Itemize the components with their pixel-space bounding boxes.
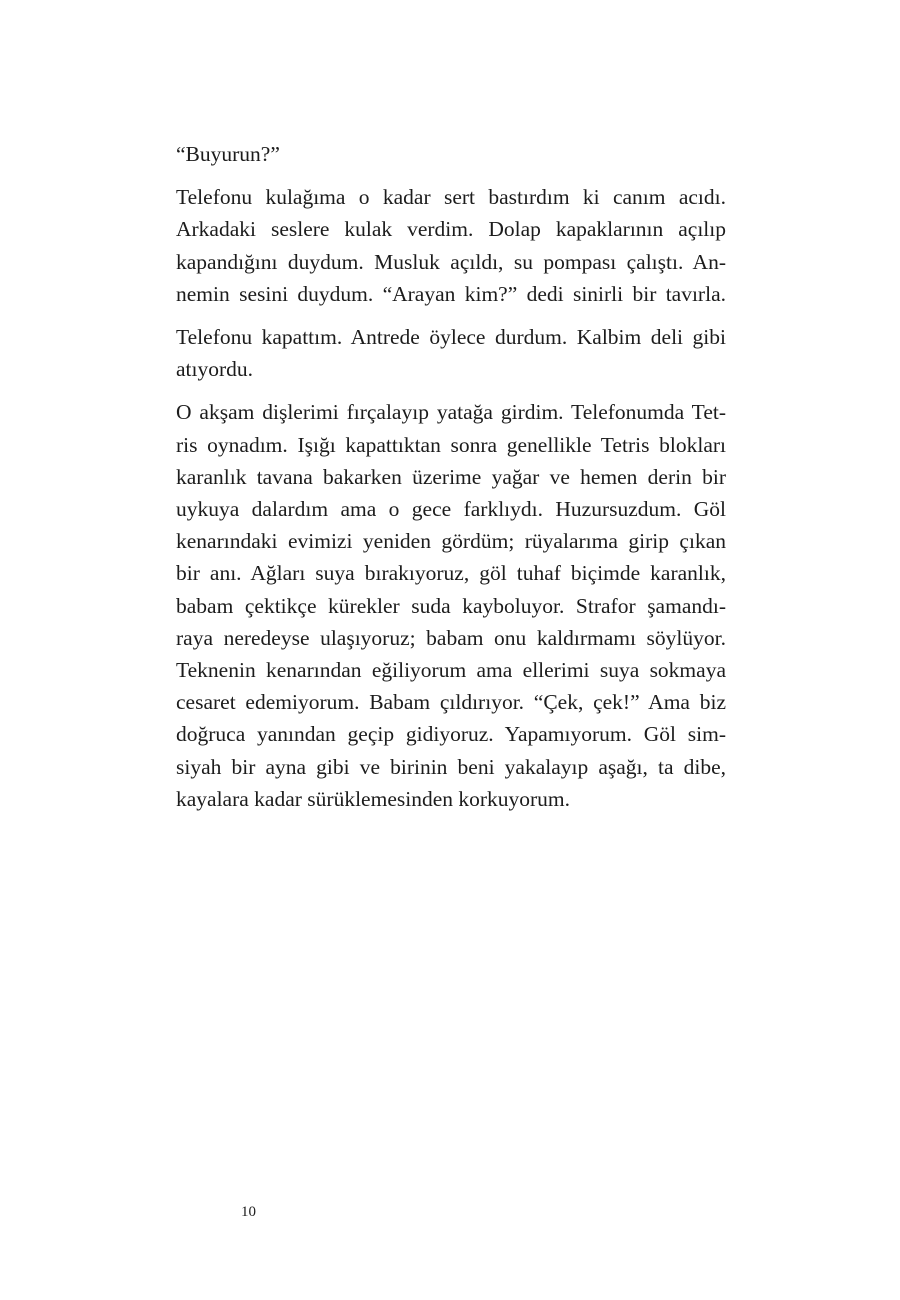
- text-line: kenarındaki evimizi yeniden gördüm; rüyalarıma girip çıkan: [176, 529, 726, 554]
- text-line: siyah bir ayna gibi ve birinin beni yakalayıp aşağı, ta dibe,: [176, 754, 726, 779]
- text-line: babam çektikçe kürekler suda kayboluyor. Strafor şamandı-: [176, 593, 726, 618]
- text-line: Arkadaki seslere kulak verdim. Dolap kapaklarının açılıp: [176, 217, 726, 242]
- text-line: atıyordu.: [176, 357, 254, 382]
- paragraph: [176, 321, 726, 385]
- text-line: raya neredeyse ulaşıyoruz; babam onu kaldırmamı söylüyor.: [176, 625, 726, 650]
- text-line: O akşam dişlerimi fırçalayıp yatağa girdim. Telefonumda Tet-: [176, 400, 726, 425]
- text-line: kapandığını duydum. Musluk açıldı, su pompası çalıştı. An-: [176, 249, 726, 274]
- text-line: Telefonu kapattım. Antrede öylece durdum. Kalbim deli gibi: [176, 325, 726, 350]
- paragraph: [176, 181, 726, 310]
- text-line: cesaret edemiyorum. Babam çıldırıyor. “Çek, çek!” Ama biz: [176, 690, 726, 715]
- paragraph: [176, 396, 726, 815]
- text-line: karanlık tavana bakarken üzerime yağar ve hemen derin bir: [176, 464, 726, 489]
- text-line: bir anı. Ağları suya bırakıyoruz, göl tuhaf biçimde karanlık,: [176, 561, 726, 586]
- text-line: Teknenin kenarından eğiliyorum ama ellerimi suya sokmaya: [176, 658, 726, 683]
- text-line: doğruca yanından geçip gidiyoruz. Yapamıyorum. Göl sim-: [176, 722, 726, 747]
- text-line: ris oynadım. Işığı kapattıktan sonra genellikle Tetris blokları: [176, 432, 726, 457]
- text-line: Telefonu kulağıma o kadar sert bastırdım ki canım acıdı.: [176, 185, 726, 210]
- text-line: “Buyurun?”: [176, 142, 280, 166]
- body-text: [176, 138, 726, 815]
- text-line: nemin sesini duydum. “Arayan kim?” dedi sinirli bir tavırla.: [176, 281, 726, 306]
- text-line: kayalara kadar sürüklemesinden korkuyorum.: [176, 786, 571, 811]
- page-number: 10: [241, 1204, 256, 1220]
- text-line: uykuya dalardım ama o gece farklıydı. Huzursuzdum. Göl: [176, 497, 726, 522]
- paragraph: [176, 138, 726, 170]
